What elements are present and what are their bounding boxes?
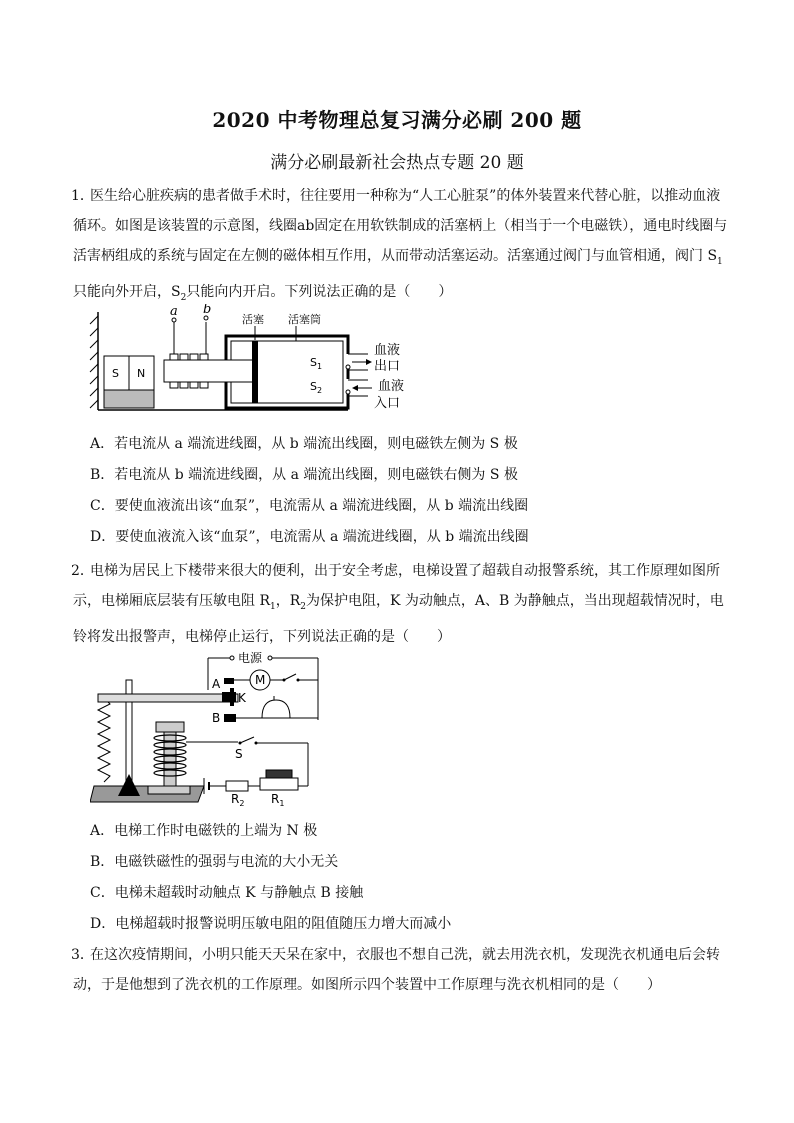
question-1-number: 1． [71,188,94,204]
question-2-option-b: B．电磁铁磁性的强弱与电流的大小无关 [90,854,339,870]
contact-k-label: K [238,691,246,705]
blood-inlet-label-2: 入口 [374,396,401,411]
question-3-text: 在这次疫情期间，小明只能天天呆在家中，衣服也不想自己洗，就去用洗衣机，发现洗衣机通电后会转动，于是他想到了洗衣机的工作原理。如图所示四个装置中工作原理与洗衣机相同的是（ ） [73,947,720,993]
question-2 [73,556,728,652]
switch-s-label: S [235,747,243,761]
question-1 [73,181,728,313]
question-1-option-a: A．若电流从 a 端流进线圈，从 b 端流出线圈，则电磁铁左侧为 S 极 [90,436,518,452]
power-label: 电源 [238,651,263,665]
blood-inlet-label-1: 血液 [378,379,405,394]
magnet-n-label: N [137,367,146,380]
question-3-number: 3． [71,947,94,963]
question-2-option-c: C．电梯未超载时动触点 K 与静触点 B 接触 [90,885,364,901]
motor-label: M [255,673,266,687]
question-2-option-a: A．电梯工作时电磁铁的上端为 N 极 [90,823,318,839]
question-3 [73,940,728,1000]
question-2-text: 电梯为居民上下楼带来很大的便利，出于安全考虑，电梯设置了超载自动报警系统，其工作原理如图所示，电梯厢底层装有压敏电阻 $R_1$，$R_2$为保护电阻，K 为动触点，A、B 为静触点，当出现超载情况时，电铃将发出报警声，电梯停止运行，下列说法正确的是（ ） [73,563,724,645]
valve-s2-label: $S_2$ [310,380,323,395]
question-1-option-c: C．要使血液流出该“血泵”，电流需从 a 端流进线圈，从 b 端流出线圈 [90,498,529,514]
resistor-r2-label: $R_2$ [231,792,245,808]
question-2-figure [90,650,330,810]
paper-subtitle: 满分必刷最新社会热点专题 20 题 [270,153,524,173]
blood-outlet-label-1: 血液 [374,343,401,358]
question-1-figure [88,304,428,416]
question-2-number: 2． [71,563,94,579]
contact-b-label: B [212,711,221,725]
piston-label: 活塞 [242,313,264,326]
question-2-option-d: D．电梯超载时报警说明压敏电阻的阻值随压力增大而减小 [90,916,452,932]
paper-title: 2020 中考物理总复习满分必刷 200 题 [212,108,582,132]
question-1-option-b: B．若电流从 b 端流进线圈，从 a 端流出线圈，则电磁铁右侧为 S 极 [90,467,518,483]
question-1-option-d: D．要使血液流入该“血泵”，电流需从 a 端流进线圈，从 b 端流出线圈 [90,529,529,545]
resistor-r1-label: $R_1$ [271,792,285,808]
question-1-text: 医生给心脏疾病的患者做手术时，往往要用一种称为“人工心脏泵”的体外装置来代替心脏，以推动血液循环。如图是该装置的示意图，线圈ab固定在用软铁制成的活塞柄上（相当于一个电磁铁），通电时线圈与活害柄组成的系统与固定在左侧的磁体相互作用，从而带动活塞运动。活塞通过阀门与血管相通，阀门 $S_1$只能向外开启，$S_2$只能向内开启。下列说法正确的是（ ） [73,188,728,303]
magnet-s-label: S [112,367,119,380]
blood-outlet-label-2: 出口 [374,359,401,374]
coil-a-label: a [170,304,178,319]
contact-a-label: A [212,677,221,691]
cylinder-label: 活塞筒 [288,313,321,326]
coil-b-label: b [203,304,212,317]
valve-s1-label: $S_1$ [310,356,323,371]
